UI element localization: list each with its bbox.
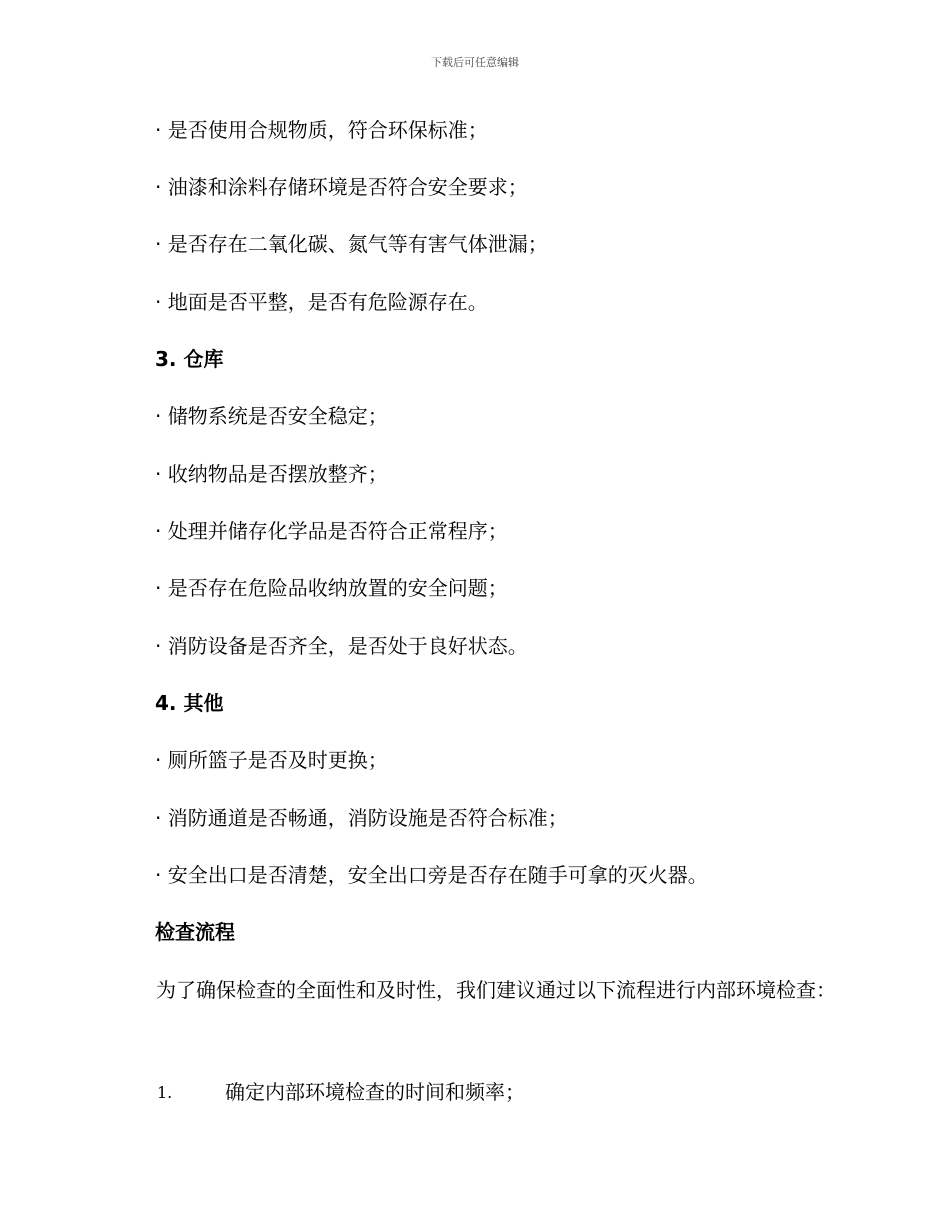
bullet-item: · 是否使用合规物质，符合环保标准； — [155, 118, 488, 142]
bullet-item: · 储物系统是否安全稳定； — [155, 404, 388, 428]
bullet-item: · 是否存在二氧化碳、氮气等有害气体泄漏； — [155, 232, 548, 256]
bullet-item: · 油漆和涂料存储环境是否符合安全要求； — [155, 175, 528, 199]
bullet-item: · 地面是否平整，是否有危险源存在。 — [155, 290, 488, 314]
section-heading-process: 检查流程 — [155, 920, 235, 944]
numbered-list-item: 确定内部环境检查的时间和频率； — [225, 1080, 525, 1104]
bullet-item: · 消防通道是否畅通，消防设施是否符合标准； — [155, 806, 568, 830]
section-heading-warehouse: 3. 仓库 — [155, 347, 224, 371]
list-number: 1. — [157, 1083, 173, 1102]
bullet-item: · 厕所篮子是否及时更换； — [155, 748, 388, 772]
bullet-item: · 是否存在危险品收纳放置的安全问题； — [155, 576, 508, 600]
bullet-item: · 安全出口是否清楚，安全出口旁是否存在随手可拿的灭火器。 — [155, 863, 708, 887]
bullet-item: · 收纳物品是否摆放整齐； — [155, 462, 388, 486]
process-paragraph: 为了确保检查的全面性和及时性，我们建议通过以下流程进行内部环境检查： — [156, 978, 836, 1002]
page-header: 下载后可任意编辑 — [431, 56, 519, 69]
bullet-item: · 处理并储存化学品是否符合正常程序； — [155, 519, 508, 543]
bullet-item: · 消防设备是否齐全，是否处于良好状态。 — [155, 634, 528, 658]
section-heading-other: 4. 其他 — [155, 691, 224, 715]
